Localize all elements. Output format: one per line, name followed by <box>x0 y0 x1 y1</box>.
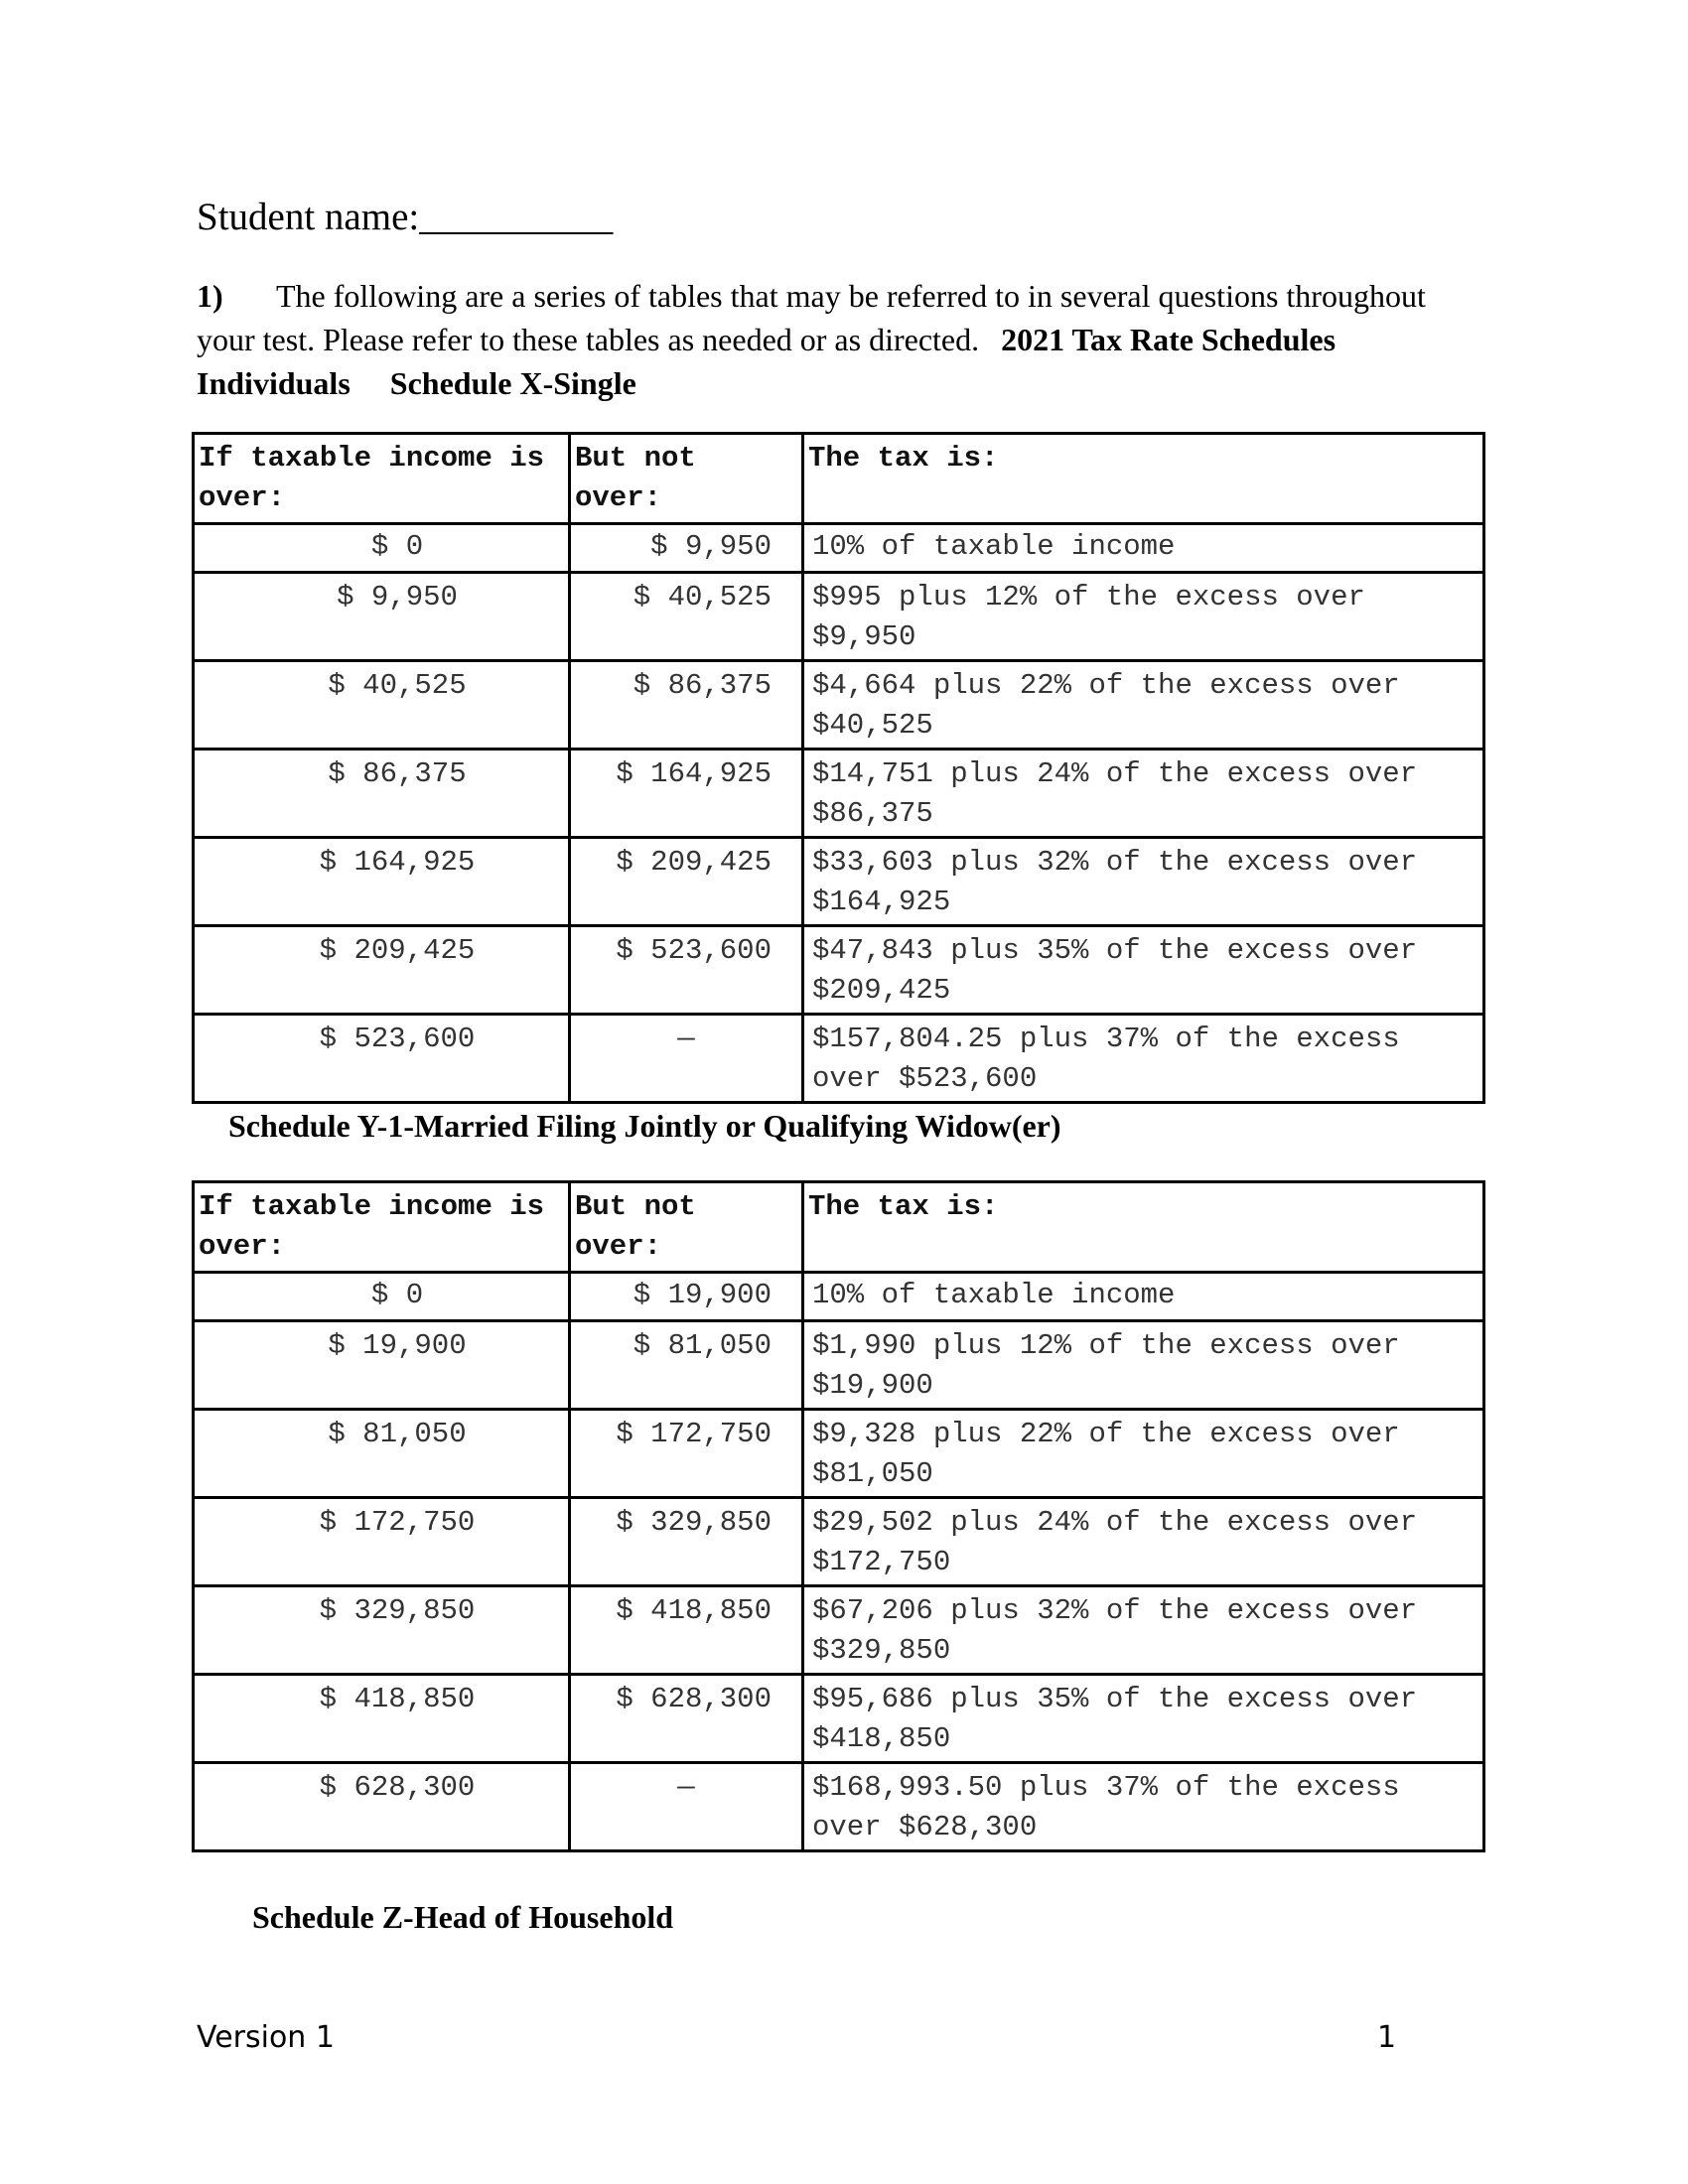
cell-tax: $1,990 plus 12% of the excess over $19,900 <box>803 1321 1484 1410</box>
page-number: 1 <box>1377 2020 1397 2055</box>
cell-tax: $4,664 plus 22% of the excess over $40,525 <box>803 661 1484 750</box>
cell-tax: $14,751 plus 24% of the excess over $86,375 <box>803 750 1484 838</box>
cell-tax: $995 plus 12% of the excess over $9,950 <box>803 573 1484 661</box>
cell-over: $ 0 <box>194 1273 570 1321</box>
table-row <box>194 1586 1484 1675</box>
cell-tax: $29,502 plus 24% of the excess over $172,750 <box>803 1498 1484 1586</box>
table-row <box>194 926 1484 1015</box>
cell-over: $ 329,850 <box>194 1586 570 1675</box>
cell-not-over: $ 209,425 <box>570 838 803 926</box>
cell-over: $ 19,900 <box>194 1321 570 1410</box>
cell-over: $ 172,750 <box>194 1498 570 1586</box>
col-header-not-over: But not over: <box>570 434 803 524</box>
individuals-label: Individuals <box>197 365 351 401</box>
cell-over: $ 164,925 <box>194 838 570 926</box>
cell-not-over: $ 86,375 <box>570 661 803 750</box>
student-name-label: Student name: <box>197 196 420 238</box>
table-row <box>194 838 1484 926</box>
cell-not-over: — <box>570 1015 803 1103</box>
schedule-y-table <box>192 1180 1485 1852</box>
tax-rate-schedules-title: 2021 Tax Rate Schedules <box>1001 322 1336 357</box>
student-name-blank: __________ <box>419 196 614 238</box>
cell-tax: $67,206 plus 32% of the excess over $329,850 <box>803 1586 1484 1675</box>
col-header-over: If taxable income is over: <box>194 434 570 524</box>
cell-over: $ 418,850 <box>194 1675 570 1763</box>
col-header-tax: The tax is: <box>803 1182 1484 1273</box>
cell-not-over: $ 172,750 <box>570 1410 803 1498</box>
table-row <box>194 1321 1484 1410</box>
table-header-row <box>194 1182 1484 1273</box>
table-row <box>194 661 1484 750</box>
cell-not-over: $ 329,850 <box>570 1498 803 1586</box>
cell-over: $ 0 <box>194 524 570 573</box>
cell-over: $ 81,050 <box>194 1410 570 1498</box>
student-name-line <box>197 195 613 239</box>
question-1 <box>197 274 1448 405</box>
cell-tax: $157,804.25 plus 37% of the excess over $523,600 <box>803 1015 1484 1103</box>
cell-tax: 10% of taxable income <box>803 1273 1484 1321</box>
col-header-tax: The tax is: <box>803 434 1484 524</box>
cell-not-over: $ 523,600 <box>570 926 803 1015</box>
schedule-z-heading: Schedule Z-Head of Household <box>252 1899 674 1935</box>
table-row <box>194 1015 1484 1103</box>
cell-over: $ 9,950 <box>194 573 570 661</box>
table-row <box>194 1763 1484 1851</box>
table-header-row <box>194 434 1484 524</box>
cell-tax: $168,993.50 plus 37% of the excess over $628,300 <box>803 1763 1484 1851</box>
cell-tax: $47,843 plus 35% of the excess over $209,425 <box>803 926 1484 1015</box>
table-row <box>194 1273 1484 1321</box>
question-number: 1) <box>197 278 223 314</box>
cell-tax: 10% of taxable income <box>803 524 1484 573</box>
cell-not-over: $ 628,300 <box>570 1675 803 1763</box>
col-header-not-over: But not over: <box>570 1182 803 1273</box>
schedule-y-heading: Schedule Y-1-Married Filing Jointly or Qualifying Widow(er) <box>228 1108 1061 1144</box>
table-row <box>194 750 1484 838</box>
cell-not-over: $ 164,925 <box>570 750 803 838</box>
cell-over: $ 523,600 <box>194 1015 570 1103</box>
cell-not-over: $ 40,525 <box>570 573 803 661</box>
question-text: The following are a series of tables that may be referred to in several questions throughout your test. Please refer to these tables as needed or as directed. <box>197 278 1426 357</box>
table-row <box>194 573 1484 661</box>
table-row <box>194 1498 1484 1586</box>
cell-over: $ 40,525 <box>194 661 570 750</box>
schedule-x-heading: Schedule X-Single <box>389 365 636 401</box>
table-row <box>194 1675 1484 1763</box>
cell-not-over: $ 19,900 <box>570 1273 803 1321</box>
cell-over: $ 209,425 <box>194 926 570 1015</box>
cell-over: $ 628,300 <box>194 1763 570 1851</box>
cell-over: $ 86,375 <box>194 750 570 838</box>
cell-not-over: — <box>570 1763 803 1851</box>
cell-not-over: $ 81,050 <box>570 1321 803 1410</box>
footer-version: Version 1 <box>197 2020 335 2055</box>
cell-not-over: $ 9,950 <box>570 524 803 573</box>
cell-tax: $9,328 plus 22% of the excess over $81,050 <box>803 1410 1484 1498</box>
schedule-x-table <box>192 432 1485 1104</box>
table-row <box>194 524 1484 573</box>
table-row <box>194 1410 1484 1498</box>
cell-not-over: $ 418,850 <box>570 1586 803 1675</box>
cell-tax: $95,686 plus 35% of the excess over $418,850 <box>803 1675 1484 1763</box>
cell-tax: $33,603 plus 32% of the excess over $164,925 <box>803 838 1484 926</box>
col-header-over: If taxable income is over: <box>194 1182 570 1273</box>
